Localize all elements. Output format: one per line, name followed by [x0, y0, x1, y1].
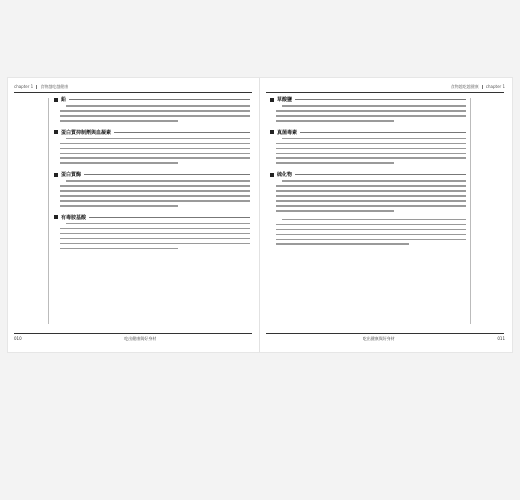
- text-line: [60, 248, 178, 250]
- section-title: 鉛: [61, 97, 67, 103]
- text-line: [276, 115, 466, 117]
- section-rule: [295, 99, 466, 100]
- text-line: [66, 223, 250, 225]
- section-bullet-icon: [270, 173, 274, 177]
- right-running-header: [451, 84, 505, 90]
- section-title: 硫化物: [277, 172, 293, 179]
- left-margin-rule: [48, 98, 49, 324]
- text-line: [276, 143, 466, 145]
- text-line: [276, 234, 466, 236]
- body-paragraph: [270, 105, 466, 122]
- text-line: [60, 243, 250, 245]
- text-line: [276, 190, 466, 192]
- text-line: [60, 185, 250, 187]
- section-bullet-icon: [270, 130, 274, 134]
- text-line: [66, 180, 250, 182]
- right-page: [260, 78, 511, 352]
- left-header-rule: [14, 92, 252, 93]
- text-line: [276, 200, 466, 202]
- text-line: [60, 190, 250, 192]
- right-page-body: [270, 96, 466, 248]
- left-footer-rule: [14, 333, 252, 334]
- section-bullet-icon: [270, 98, 274, 102]
- right-chapter-label: chapter 1: [485, 84, 505, 89]
- right-footer: [363, 336, 505, 342]
- section: [270, 129, 466, 165]
- body-paragraph: [270, 180, 466, 212]
- text-line: [282, 138, 466, 140]
- text-line: [60, 110, 250, 112]
- text-line: [276, 157, 466, 159]
- section-heading: [54, 129, 250, 136]
- section: [270, 96, 466, 122]
- section: [54, 96, 250, 122]
- section-heading: [270, 96, 466, 103]
- text-line: [60, 120, 178, 122]
- text-line: [60, 205, 178, 207]
- section: [270, 171, 466, 212]
- section-title: 草酸鹽: [277, 97, 293, 103]
- text-line: [276, 120, 394, 122]
- right-page-number: 011: [497, 336, 505, 341]
- section-heading: [270, 171, 466, 178]
- text-line: [60, 228, 250, 230]
- section-heading: [54, 96, 250, 103]
- text-line: [276, 224, 466, 226]
- section-heading: [54, 171, 250, 178]
- text-line: [276, 110, 466, 112]
- text-line: [60, 115, 250, 117]
- left-page-body: [54, 96, 250, 256]
- section-bullet-icon: [54, 98, 58, 102]
- section: [54, 129, 250, 165]
- body-paragraph: [270, 138, 466, 165]
- section-rule: [89, 217, 250, 218]
- right-footer-title: 吃出健康與好身材: [362, 336, 395, 341]
- text-line: [60, 195, 250, 197]
- book-spread: [8, 78, 512, 352]
- section-rule: [84, 174, 250, 175]
- right-header-rule: [266, 92, 504, 93]
- section-heading: [54, 214, 250, 221]
- text-line: [60, 153, 250, 155]
- left-running-header: [14, 84, 68, 90]
- body-paragraph: [54, 138, 250, 165]
- text-line: [60, 238, 250, 240]
- text-line: [276, 210, 394, 212]
- text-line: [60, 148, 250, 150]
- section-title: 蛋白質酶: [61, 172, 82, 179]
- body-paragraph: [270, 219, 466, 246]
- text-line: [282, 105, 466, 107]
- body-paragraph: [54, 105, 250, 122]
- text-line: [276, 148, 466, 150]
- section-bullet-icon: [54, 173, 58, 177]
- right-header-title: 食物越吃越健康: [450, 84, 479, 89]
- text-line: [276, 162, 394, 164]
- section-rule: [69, 99, 250, 100]
- section-heading: [270, 129, 466, 136]
- text-line: [282, 180, 466, 182]
- section-title: 有毒胺基酸: [61, 214, 87, 221]
- text-line: [60, 157, 250, 159]
- left-page: [8, 78, 259, 352]
- section-rule: [114, 132, 250, 133]
- text-line: [276, 185, 466, 187]
- section-bullet-icon: [54, 130, 58, 134]
- right-footer-rule: [266, 333, 504, 334]
- left-footer: [14, 336, 156, 342]
- section-rule: [295, 174, 466, 175]
- text-line: [282, 219, 466, 221]
- text-line: [276, 243, 409, 245]
- left-page-number: 010: [14, 336, 22, 341]
- section-rule: [300, 132, 466, 133]
- body-paragraph: [54, 180, 250, 207]
- text-line: [60, 200, 250, 202]
- text-line: [276, 153, 466, 155]
- text-line: [60, 162, 178, 164]
- body-paragraph: [54, 223, 250, 250]
- right-margin-rule: [470, 98, 471, 324]
- text-line: [276, 205, 466, 207]
- text-line: [60, 143, 250, 145]
- text-line: [276, 239, 466, 241]
- section: [54, 171, 250, 207]
- text-line: [276, 229, 466, 231]
- left-chapter-label: chapter 1: [14, 84, 34, 89]
- text-line: [66, 138, 250, 140]
- section-title: 蛋白質抑制劑與血凝素: [61, 129, 112, 136]
- left-header-title: 食物越吃越健康: [40, 84, 69, 89]
- section: [54, 214, 250, 250]
- section-bullet-icon: [54, 215, 58, 219]
- left-footer-title: 吃出健康與好身材: [124, 336, 157, 341]
- section-title: 真菌毒素: [277, 129, 298, 136]
- text-line: [66, 105, 250, 107]
- book-gutter: [259, 78, 260, 352]
- text-line: [276, 195, 466, 197]
- text-line: [60, 233, 250, 235]
